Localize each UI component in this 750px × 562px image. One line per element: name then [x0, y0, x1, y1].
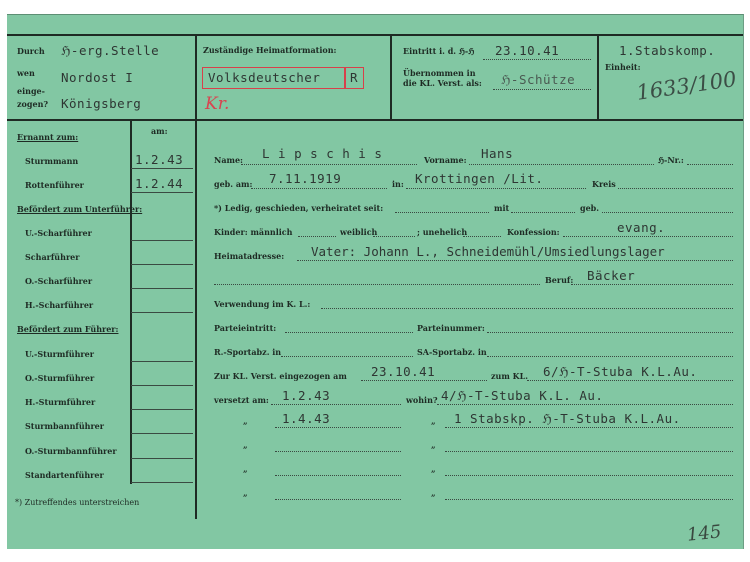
fuehrer-line-5 — [131, 458, 193, 459]
fuehrer-line-2 — [131, 385, 193, 386]
versetzt-row-1-dest: 1 Stabskp. ℌ-T-Stuba K.L.Au. — [454, 411, 681, 426]
r-sportabz-line — [281, 356, 413, 357]
kinder-w-line — [373, 236, 415, 237]
ditto-mark-2b: „ — [431, 440, 436, 450]
header-divider-1 — [390, 34, 392, 121]
beruf-line — [571, 284, 733, 285]
versetzt-row-3-dest-line — [445, 475, 733, 476]
wohin-value: 4/ℌ-T-Stuba K.L. Au. — [441, 388, 604, 403]
uebernommen-label-1: Übernommen in — [403, 68, 476, 78]
zum-kl-value: 6/ℌ-T-Stuba K.L.Au. — [543, 364, 698, 379]
wohin-line — [437, 404, 733, 405]
in-line — [406, 188, 586, 189]
rank-h-scharfuehrer: H.-Scharführer — [25, 300, 94, 310]
stamp-divider — [344, 68, 346, 88]
vorname-label: Vorname: — [424, 155, 467, 165]
unehelich-line — [463, 236, 501, 237]
geb-value: 7.11.1919 — [269, 171, 342, 186]
fuehrer-line-3 — [131, 409, 193, 410]
ditto-mark-1b: „ — [431, 416, 436, 426]
parteinummer-label: Parteinummer: — [417, 323, 485, 333]
date-sturmmann: 1.2.43 — [135, 152, 184, 167]
unterfuehrer-line-1 — [131, 240, 193, 241]
heimatadresse-value: Vater: Johann L., Schneidemühl/Umsiedlungslager — [311, 244, 665, 259]
recruiting-office-line3: Königsberg — [61, 96, 142, 111]
header-bottom-rule — [7, 119, 743, 121]
rank-sturmmann: Sturmmann — [25, 156, 79, 166]
konfession-value: evang. — [617, 220, 666, 235]
heimatformation-value: Volksdeutscher — [208, 70, 321, 85]
konfession-label: Konfession: — [507, 227, 560, 237]
personnel-index-card — [7, 14, 744, 549]
beruf-label: Beruf: — [545, 275, 574, 285]
in-value: Krottingen /Lit. — [415, 171, 544, 186]
ledig-label: *) Ledig, geschieden, verheiratet seit: — [214, 203, 384, 213]
zum-kl-label: zum KL. — [491, 371, 528, 381]
versetzt-line — [271, 404, 401, 405]
parteieintritt-label: Parteieintritt: — [214, 323, 277, 333]
wen-label: wen — [17, 68, 35, 78]
ss-nr-line — [687, 164, 733, 165]
footnote: *) Zutreffendes unterstreichen — [15, 498, 140, 507]
versetzt-row-4-dest-line — [445, 499, 733, 500]
kreis-line — [618, 188, 733, 189]
rank-u-scharfuehrer: U.-Scharführer — [25, 228, 92, 238]
name-label: Name: — [214, 155, 244, 165]
recruiting-office-line1: ℌ-erg.Stelle — [61, 43, 160, 58]
date-column-divider — [130, 119, 132, 484]
kreis-label: Kreis — [592, 179, 616, 189]
geb-line — [251, 188, 387, 189]
eintritt-date: 23.10.41 — [495, 43, 560, 58]
eintritt-label: Eintritt i. d. ℌ-ℌ — [403, 46, 475, 56]
versetzt-row-1-date: 1.4.43 — [282, 411, 331, 426]
heimatadresse-line — [297, 260, 733, 261]
am-label: am: — [151, 126, 168, 136]
date-rottenfuehrer: 1.2.44 — [135, 176, 184, 191]
verwendung-label: Verwendung im K. L.: — [214, 299, 311, 309]
zur-kl-date: 23.10.41 — [371, 364, 436, 379]
verheiratet-line — [395, 212, 489, 213]
unterfuehrer-title: Befördert zum Unterführer: — [17, 204, 143, 214]
r-sportabz-label: R.-Sportabz. in — [214, 347, 282, 357]
eintritt-line — [483, 59, 591, 60]
unterfuehrer-line-4 — [131, 312, 193, 313]
durch-label: Durch — [17, 46, 45, 56]
uebernommen-label-2: die KL. Verst. als: — [403, 78, 482, 88]
rank-rottenfuehrer: Rottenführer — [25, 180, 84, 190]
uebernommen-value: ℌ-Schütze — [501, 72, 576, 87]
in-label: in: — [392, 179, 404, 189]
header-divider-2 — [597, 34, 599, 121]
parteinummer-line — [487, 332, 733, 333]
left-column-divider — [195, 34, 197, 519]
einheit-label: Einheit: — [605, 62, 641, 72]
verwendung-line — [321, 308, 733, 309]
mit-label: mit — [494, 203, 510, 213]
ditto-mark-4b: „ — [431, 488, 436, 498]
rank-o-sturmbannfuehrer: O.-Sturmbannführer — [25, 446, 117, 456]
rank-u-sturmfuehrer: U.-Sturmführer — [25, 349, 94, 359]
page-number-handwritten: 145 — [685, 521, 723, 546]
stamp-box-letter: R — [350, 70, 359, 85]
mit-line — [511, 212, 575, 213]
fuehrer-title: Befördert zum Führer: — [17, 324, 119, 334]
ss-nr-label: ℌ-Nr.: — [658, 155, 684, 165]
kinder-m-line — [298, 236, 336, 237]
ernannt-title: Ernannt zum: — [17, 132, 79, 142]
fuehrer-line-6 — [131, 482, 193, 483]
beruf-prefix-line — [214, 284, 540, 285]
kinder-label: Kinder: männlich — [214, 227, 293, 237]
weiblich-label: weiblich — [340, 227, 378, 237]
ernannt-line-1 — [131, 168, 193, 169]
konfession-line — [563, 236, 733, 237]
heimatformation-label: Zuständige Heimatformation: — [203, 45, 337, 55]
rank-h-sturmfuehrer: H.-Sturmführer — [25, 397, 96, 407]
versetzt-row-4-date-line — [275, 499, 401, 500]
fuehrer-line-1 — [131, 361, 193, 362]
geb2-label: geb. — [580, 203, 600, 213]
ditto-mark-1: „ — [243, 416, 248, 426]
unterfuehrer-line-3 — [131, 288, 193, 289]
geb-label: geb. am: — [214, 179, 253, 189]
vorname-value: Hans — [481, 146, 514, 161]
sa-sportabz-line — [487, 356, 733, 357]
wohin-label: wohin? — [406, 395, 438, 405]
ditto-mark-4: „ — [243, 488, 248, 498]
name-line — [241, 164, 417, 165]
einheit-handwritten: 1633/100 — [635, 66, 738, 105]
rank-o-sturmfuehrer: O.-Sturmführer — [25, 373, 95, 383]
zogen-label: zogen? — [17, 99, 49, 109]
zur-kl-line — [361, 380, 487, 381]
sa-sportabz-label: SA-Sportabz. in — [417, 347, 487, 357]
heimatformation-handwritten: Kr. — [205, 94, 230, 114]
rank-scharfuehrer: Scharführer — [25, 252, 80, 262]
unehelich-label: ; unehelich — [417, 227, 468, 237]
zur-kl-label: Zur KL. Verst. eingezogen am — [214, 371, 347, 381]
rank-standartenfuehrer: Standartenführer — [25, 470, 104, 480]
top-rule — [7, 34, 743, 36]
name-value: L i p s c h i s — [262, 146, 383, 161]
vorname-line — [469, 164, 654, 165]
heimatadresse-label: Heimatadresse: — [214, 251, 285, 261]
versetzt-row-2-date-line — [275, 451, 401, 452]
einheit-value: 1.Stabskomp. — [619, 43, 716, 58]
rank-o-scharfuehrer: O.-Scharführer — [25, 276, 93, 286]
fuehrer-line-4 — [131, 433, 193, 434]
versetzt-row-1-dest-line — [445, 427, 733, 428]
versetzt-date: 1.2.43 — [282, 388, 331, 403]
versetzt-row-1-date-line — [275, 427, 401, 428]
beruf-value: Bäcker — [587, 268, 636, 283]
rank-sturmbannfuehrer: Sturmbannführer — [25, 421, 104, 431]
heimatformation-stamp — [202, 67, 364, 89]
geb2-line — [602, 212, 733, 213]
ernannt-line-2 — [131, 192, 193, 193]
versetzt-label: versetzt am: — [214, 395, 269, 405]
parteieintritt-line — [285, 332, 413, 333]
zum-kl-line — [527, 380, 733, 381]
ditto-mark-3b: „ — [431, 464, 436, 474]
ditto-mark-3: „ — [243, 464, 248, 474]
ditto-mark-2: „ — [243, 440, 248, 450]
uebernommen-line — [493, 89, 591, 90]
versetzt-row-3-date-line — [275, 475, 401, 476]
unterfuehrer-line-2 — [131, 264, 193, 265]
versetzt-row-2-dest-line — [445, 451, 733, 452]
einge-label: einge- — [17, 86, 45, 96]
recruiting-office-line2: Nordost I — [61, 70, 134, 85]
